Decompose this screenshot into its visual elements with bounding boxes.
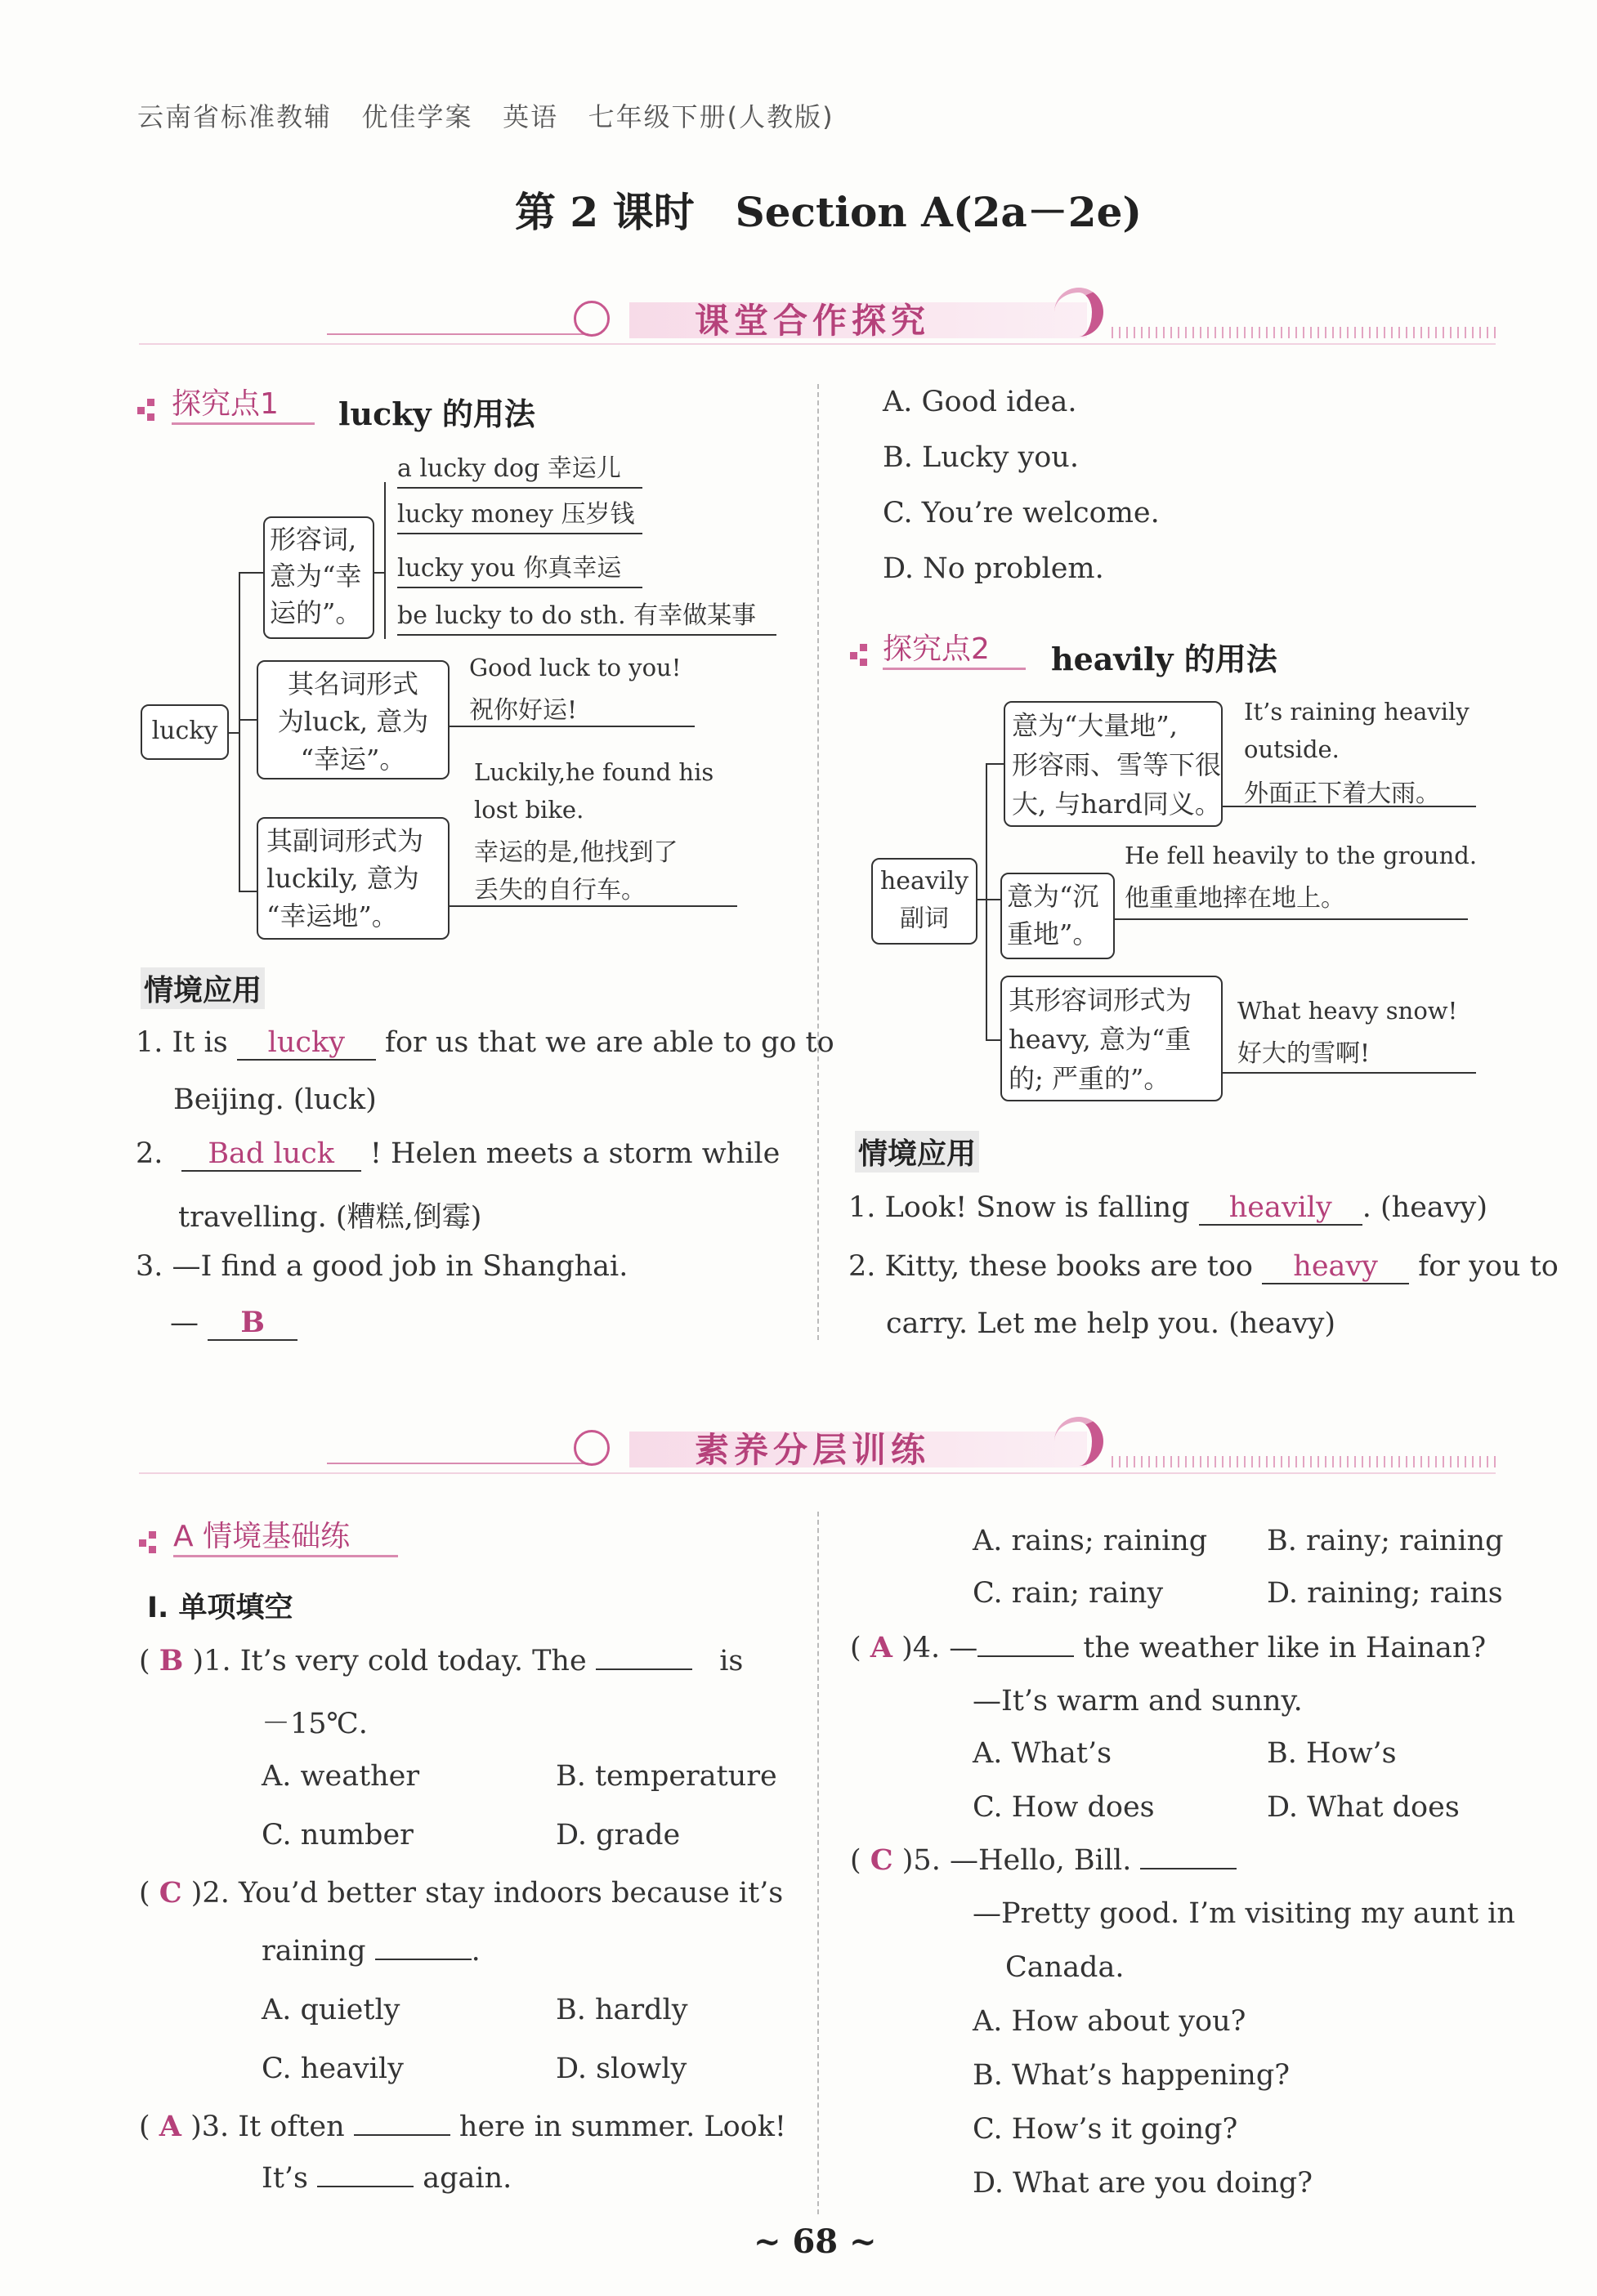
q5-line3: Canada. <box>1005 1951 1125 1984</box>
question-2: ( C )2. You’d better stay indoors because it’s <box>139 1876 784 1910</box>
q1-answer[interactable]: B <box>159 1644 184 1677</box>
heavily-box-1: 意为“大量地”, 形容雨、雪等下很 大, 与hard同义。 <box>1004 701 1223 827</box>
question-4: ( A )4. — the weather like in Hainan? <box>850 1631 1487 1664</box>
adj-example-3: lucky you 你真幸运 <box>397 547 642 588</box>
connector <box>239 572 240 892</box>
connector <box>986 763 1004 765</box>
q3-option-b: B. rainy; raining <box>1267 1525 1504 1557</box>
q4-line2: —It’s warm and sunny. <box>973 1685 1303 1718</box>
q3-option-d: D. raining; rains <box>1267 1577 1503 1610</box>
connector <box>1115 918 1468 920</box>
section-banner-1: 课堂合作探究 <box>695 301 931 341</box>
apply1-q3-answer: — B <box>170 1306 297 1341</box>
banner-underline <box>139 1472 1496 1474</box>
connector <box>450 726 695 727</box>
target-icon <box>574 1430 610 1466</box>
q4-option-a: A. What’s <box>973 1737 1112 1770</box>
grade: 七年级下册(人教版) <box>588 101 834 132</box>
adv-example-3: 幸运的是,他找到了 <box>474 838 678 867</box>
connector <box>1223 1072 1476 1074</box>
apply2-label: 情境应用 <box>855 1131 979 1173</box>
book-name: 优佳学案 <box>361 101 473 132</box>
apply1-option-a: A. Good idea. <box>883 386 1077 418</box>
swirl-icon <box>1054 288 1103 337</box>
apply1-option-c: C. You’re welcome. <box>883 497 1160 529</box>
apply1-q3: 3. —I find a good job in Shanghai. <box>136 1250 629 1283</box>
adj-example-2: lucky money 压岁钱 <box>397 494 642 534</box>
header <box>137 96 834 134</box>
apply2-q2-line2: carry. Let me help you. (heavy) <box>886 1307 1336 1340</box>
q4-option-b: B. How’s <box>1267 1737 1397 1770</box>
q5-line2: —Pretty good. I’m visiting my aunt in <box>973 1897 1515 1930</box>
hatch-decoration <box>1112 1456 1496 1467</box>
question-1: ( B )1. It’s very cold today. The is <box>139 1644 744 1677</box>
column-divider <box>817 384 819 1340</box>
q3-option-c: C. rain; rainy <box>973 1577 1164 1610</box>
q2-answer[interactable]: C <box>159 1876 182 1910</box>
banner-line <box>327 1463 588 1464</box>
apply2-q1: 1. Look! Snow is falling heavily . (heavy) <box>848 1191 1487 1224</box>
q5-option-d: D. What are you doing? <box>973 2167 1313 2200</box>
heavily-example-1a: It’s raining heavily <box>1244 698 1470 726</box>
section-banner-2: 素养分层训练 <box>695 1430 931 1470</box>
banner-line <box>327 333 588 335</box>
connector <box>239 719 257 721</box>
apply1-q1: 1. It is lucky for us that we are able to go to <box>136 1026 834 1059</box>
q2-option-c: C. heavily <box>262 2053 404 2085</box>
q4-option-d: D. What does <box>1267 1791 1460 1824</box>
connector <box>374 572 384 574</box>
answer-heavy[interactable]: heavy <box>1262 1250 1409 1284</box>
q2-option-b: B. hardly <box>556 1994 688 2026</box>
apply1-option-b: B. Lucky you. <box>883 441 1079 474</box>
q2-line2: raining . <box>262 1935 481 1968</box>
banner-underline <box>139 343 1496 345</box>
apply1-q2-line2: travelling. (糟糕,倒霉) <box>178 1201 482 1234</box>
lesson-title: 第 2 课时 Section A(2a－2e) <box>515 188 1143 236</box>
q1-option-d: D. grade <box>556 1819 681 1852</box>
heavily-example-1b: outside. <box>1244 735 1340 763</box>
connector <box>450 905 737 907</box>
connector <box>239 572 263 574</box>
adv-example-1: Luckily,he found his <box>474 758 714 786</box>
adv-example-4: 丢失的自行车。 <box>474 876 646 905</box>
root-lucky: lucky <box>141 704 229 760</box>
question-3: ( A )3. It often here in summer. Look! <box>139 2110 786 2143</box>
dots-icon <box>850 644 875 668</box>
adj-example-4: be lucky to do sth. 有幸做某事 <box>397 595 776 636</box>
dots-icon <box>137 399 162 423</box>
q5-option-c: C. How’s it going? <box>973 2113 1238 2146</box>
q1-option-c: C. number <box>262 1819 414 1852</box>
q3-answer[interactable]: A <box>159 2110 181 2143</box>
q5-answer[interactable]: C <box>870 1843 893 1877</box>
page-number: ~ 68 ~ <box>754 2222 877 2261</box>
connector <box>239 891 257 892</box>
q2-option-d: D. slowly <box>556 2053 687 2085</box>
q4-option-c: C. How does <box>973 1791 1155 1824</box>
apply1-q1-line2: Beijing. (luck) <box>173 1083 377 1116</box>
q3-option-a: A. rains; raining <box>973 1525 1208 1557</box>
connector <box>384 482 386 639</box>
q1-option-a: A. weather <box>262 1760 420 1793</box>
q2-option-a: A. quietly <box>262 1994 400 2026</box>
q5-option-b: B. What’s happening? <box>973 2059 1291 2092</box>
adj-box: 形容词, 意为“幸 运的”。 <box>263 516 374 639</box>
q1-option-b: B. temperature <box>556 1760 777 1793</box>
heavily-example-2a: He fell heavily to the ground. <box>1125 842 1478 869</box>
heavily-box-2: 意为“沉 重地”。 <box>1000 873 1115 959</box>
heavily-example-1c: 外面正下着大雨。 <box>1244 779 1440 808</box>
series-name: 云南省标准教辅 <box>137 101 333 132</box>
noun-example-en: Good luck to you! <box>469 654 682 681</box>
heavily-example-2b: 他重重地摔在地上。 <box>1125 884 1345 913</box>
point1-tag: 探究点1 <box>172 381 315 425</box>
connector <box>986 763 987 1041</box>
apply1-label: 情境应用 <box>141 967 265 1009</box>
swirl-icon <box>1054 1417 1103 1466</box>
adv-example-2: lost bike. <box>474 796 584 824</box>
q1-line2: －15℃. <box>262 1708 368 1740</box>
adj-example-1: a lucky dog 幸运儿 <box>397 448 642 489</box>
q4-answer[interactable]: A <box>870 1631 892 1664</box>
root-heavily: heavily 副词 <box>871 858 977 945</box>
q3-line2: It’s again. <box>262 2162 512 2195</box>
practice-tag: A 情境基础练 <box>173 1513 398 1557</box>
heavily-example-3b: 好大的雪啊! <box>1237 1039 1371 1068</box>
q5-option-a: A. How about you? <box>973 2005 1246 2038</box>
point2-tag: 探究点2 <box>883 626 1026 670</box>
point2-title: heavily 的用法 <box>1051 641 1277 677</box>
apply1-option-d: D. No problem. <box>883 552 1104 585</box>
point1-title: lucky 的用法 <box>338 395 535 432</box>
part-title: Ⅰ. 单项填空 <box>147 1592 293 1624</box>
target-icon <box>574 301 610 337</box>
answer-lucky[interactable]: lucky <box>237 1026 376 1061</box>
dots-icon <box>139 1531 163 1556</box>
noun-example-zh: 祝你好运! <box>469 696 578 725</box>
apply2-q2: 2. Kitty, these books are too heavy for you to <box>848 1250 1559 1283</box>
adv-box: 其副词形式为 luckily, 意为 “幸运地”。 <box>257 817 450 940</box>
apply1-q2: 2. Bad luck ! Helen meets a storm while <box>136 1137 781 1170</box>
subject: 英语 <box>503 101 559 132</box>
heavily-example-3a: What heavy snow! <box>1237 997 1458 1025</box>
heavily-box-3: 其形容词形式为 heavy, 意为“重 的; 严重的”。 <box>1000 976 1223 1101</box>
hatch-decoration <box>1112 327 1496 338</box>
question-5: ( C )5. —Hello, Bill. <box>850 1843 1237 1877</box>
answer-bad-luck[interactable]: Bad luck <box>181 1137 361 1172</box>
answer-heavily[interactable]: heavily <box>1199 1191 1362 1226</box>
noun-box: 其名词形式 为luck, 意为 “幸运”。 <box>257 660 450 779</box>
column-divider <box>817 1512 819 2214</box>
